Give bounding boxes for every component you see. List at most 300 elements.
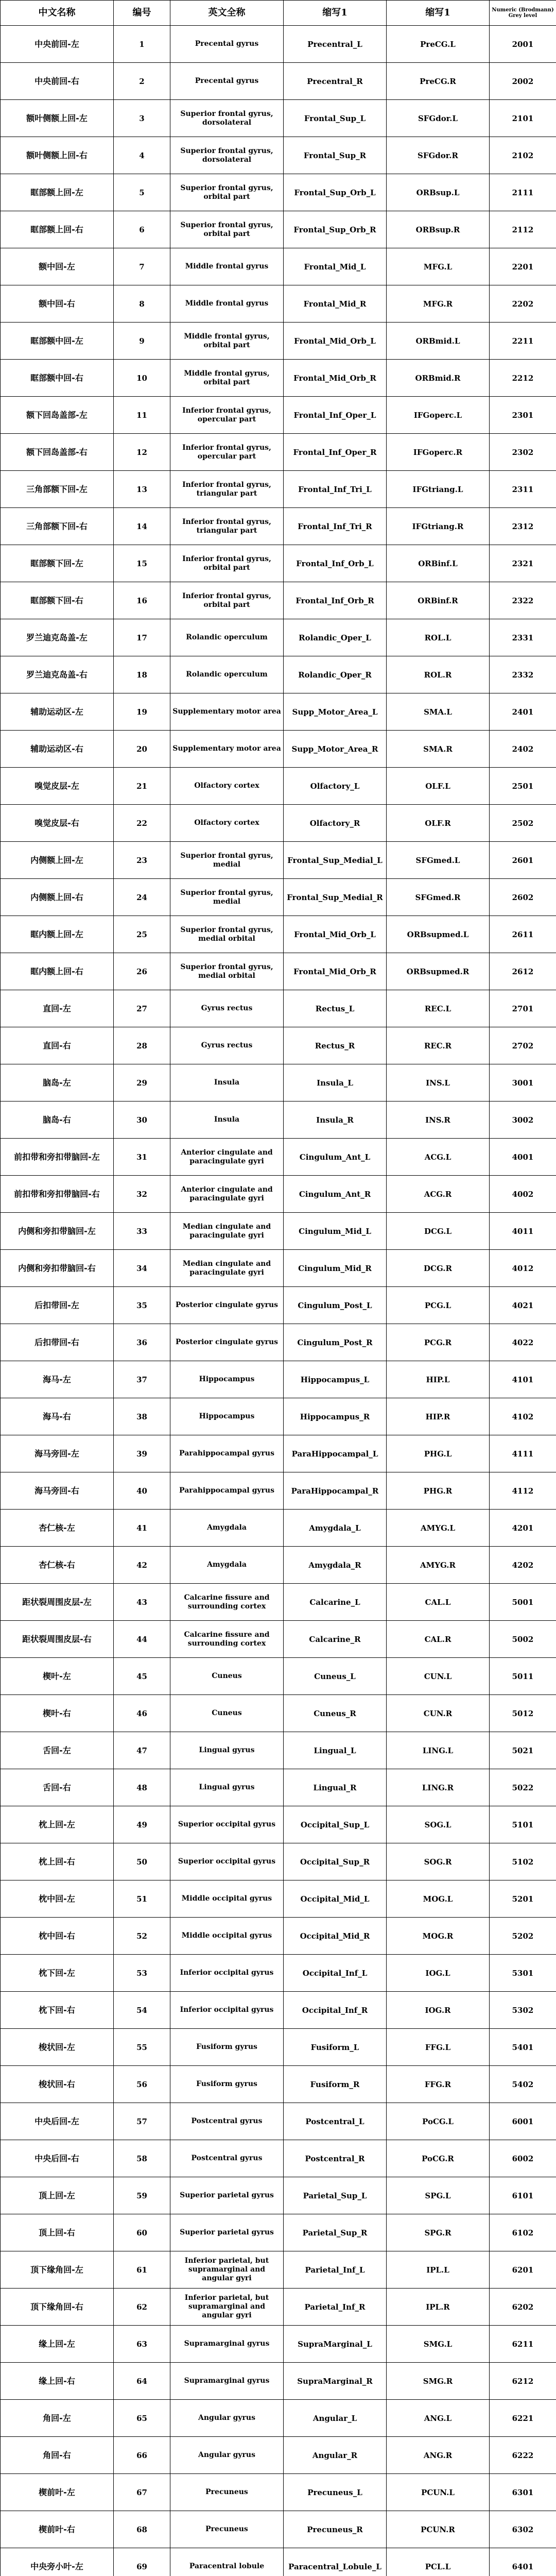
table-row bbox=[1, 2548, 556, 2576]
cell-chinese-name: 内侧和旁扣带脑回-左 bbox=[1, 1213, 114, 1250]
cell-abbreviation-1: Frontal_Inf_Orb_R bbox=[284, 582, 387, 619]
cell-grey-level: 4201 bbox=[490, 1510, 556, 1547]
cell-abbreviation-2: ANG.L bbox=[387, 2400, 490, 2437]
cell-number: 19 bbox=[114, 693, 170, 731]
cell-abbreviation-1: Frontal_Sup_R bbox=[284, 137, 387, 174]
cell-abbreviation-1: Lingual_L bbox=[284, 1732, 387, 1769]
cell-abbreviation-1: Cingulum_Ant_R bbox=[284, 1176, 387, 1213]
cell-number: 18 bbox=[114, 656, 170, 693]
cell-abbreviation-2: SMA.R bbox=[387, 731, 490, 768]
cell-english-name: Superior frontal gyrus, medial bbox=[170, 879, 284, 916]
cell-number: 40 bbox=[114, 1472, 170, 1510]
cell-chinese-name: 舌回-右 bbox=[1, 1769, 114, 1806]
cell-chinese-name: 中央后回-左 bbox=[1, 2103, 114, 2140]
table-row bbox=[1, 2474, 556, 2511]
cell-abbreviation-2: AMYG.L bbox=[387, 1510, 490, 1547]
table-row bbox=[1, 471, 556, 508]
cell-chinese-name: 罗兰迪克岛盖-左 bbox=[1, 619, 114, 656]
cell-grey-level: 2402 bbox=[490, 731, 556, 768]
cell-abbreviation-2: HIP.L bbox=[387, 1361, 490, 1398]
cell-english-name: Amygdala bbox=[170, 1510, 284, 1547]
cell-english-name: Hippocampus bbox=[170, 1398, 284, 1435]
cell-grey-level: 2202 bbox=[490, 285, 556, 323]
cell-number: 67 bbox=[114, 2474, 170, 2511]
table-row bbox=[1, 63, 556, 100]
table-row bbox=[1, 619, 556, 656]
cell-abbreviation-2: SMG.R bbox=[387, 2363, 490, 2400]
table-row bbox=[1, 1658, 556, 1695]
table-row bbox=[1, 1250, 556, 1287]
cell-abbreviation-2: ORBmid.R bbox=[387, 360, 490, 397]
cell-english-name: Superior frontal gyrus, medial orbital bbox=[170, 953, 284, 990]
cell-chinese-name: 眶部额上回-右 bbox=[1, 211, 114, 248]
cell-abbreviation-1: Frontal_Inf_Tri_L bbox=[284, 471, 387, 508]
header-abbreviation-2: 缩写1 bbox=[387, 1, 490, 26]
cell-english-name: Superior parietal gyrus bbox=[170, 2177, 284, 2214]
cell-abbreviation-1: Parietal_Inf_R bbox=[284, 2289, 387, 2326]
cell-grey-level: 5011 bbox=[490, 1658, 556, 1695]
cell-english-name: Median cingulate and paracingulate gyri bbox=[170, 1213, 284, 1250]
cell-chinese-name: 杏仁核-左 bbox=[1, 1510, 114, 1547]
cell-abbreviation-2: LING.R bbox=[387, 1769, 490, 1806]
cell-chinese-name: 枕上回-右 bbox=[1, 1843, 114, 1880]
table-row bbox=[1, 805, 556, 842]
cell-number: 60 bbox=[114, 2214, 170, 2251]
cell-english-name: Precuneus bbox=[170, 2474, 284, 2511]
cell-english-name: Anterior cingulate and paracingulate gyri bbox=[170, 1139, 284, 1176]
cell-chinese-name: 眶内额上回-左 bbox=[1, 916, 114, 953]
cell-english-name: Inferior parietal, but supramarginal and angular gyri bbox=[170, 2289, 284, 2326]
cell-abbreviation-1: Frontal_Mid_L bbox=[284, 248, 387, 285]
table-row bbox=[1, 26, 556, 63]
cell-english-name: Fusiform gyrus bbox=[170, 2066, 284, 2103]
cell-abbreviation-2: MOG.L bbox=[387, 1880, 490, 1918]
cell-abbreviation-1: Olfactory_L bbox=[284, 768, 387, 805]
cell-number: 26 bbox=[114, 953, 170, 990]
cell-english-name: Inferior occipital gyrus bbox=[170, 1955, 284, 1992]
cell-number: 20 bbox=[114, 731, 170, 768]
cell-grey-level: 2301 bbox=[490, 397, 556, 434]
table-row bbox=[1, 545, 556, 582]
cell-abbreviation-2: SOG.R bbox=[387, 1843, 490, 1880]
cell-english-name: Inferior frontal gyrus, orbital part bbox=[170, 545, 284, 582]
cell-english-name: Inferior frontal gyrus, opercular part bbox=[170, 397, 284, 434]
cell-abbreviation-1: Occipital_Sup_L bbox=[284, 1806, 387, 1843]
cell-number: 1 bbox=[114, 26, 170, 63]
cell-english-name: Median cingulate and paracingulate gyri bbox=[170, 1250, 284, 1287]
cell-grey-level: 2612 bbox=[490, 953, 556, 990]
cell-grey-level: 4202 bbox=[490, 1547, 556, 1584]
cell-number: 25 bbox=[114, 916, 170, 953]
cell-english-name: Rolandic operculum bbox=[170, 619, 284, 656]
cell-abbreviation-1: Frontal_Mid_Orb_L bbox=[284, 916, 387, 953]
cell-chinese-name: 罗兰迪克岛盖-右 bbox=[1, 656, 114, 693]
table-row bbox=[1, 137, 556, 174]
cell-abbreviation-2: ORBsup.R bbox=[387, 211, 490, 248]
cell-english-name: Middle frontal gyrus, orbital part bbox=[170, 360, 284, 397]
cell-number: 35 bbox=[114, 1287, 170, 1324]
table-row bbox=[1, 1213, 556, 1250]
cell-english-name: Angular gyrus bbox=[170, 2400, 284, 2437]
cell-abbreviation-2: OLF.R bbox=[387, 805, 490, 842]
cell-chinese-name: 距状裂周围皮层-右 bbox=[1, 1621, 114, 1658]
cell-chinese-name: 距状裂周围皮层-左 bbox=[1, 1584, 114, 1621]
cell-english-name: Middle frontal gyrus bbox=[170, 248, 284, 285]
table-row bbox=[1, 1769, 556, 1806]
cell-abbreviation-2: DCG.R bbox=[387, 1250, 490, 1287]
cell-english-name: Inferior frontal gyrus, opercular part bbox=[170, 434, 284, 471]
cell-number: 42 bbox=[114, 1547, 170, 1584]
cell-chinese-name: 眶部额中回-左 bbox=[1, 323, 114, 360]
cell-abbreviation-2: IFGtriang.R bbox=[387, 508, 490, 545]
cell-grey-level: 2001 bbox=[490, 26, 556, 63]
cell-abbreviation-2: CUN.R bbox=[387, 1695, 490, 1732]
cell-abbreviation-1: Parietal_Inf_L bbox=[284, 2251, 387, 2289]
cell-grey-level: 4102 bbox=[490, 1398, 556, 1435]
cell-abbreviation-2: DCG.L bbox=[387, 1213, 490, 1250]
cell-grey-level: 2311 bbox=[490, 471, 556, 508]
cell-abbreviation-1: Frontal_Mid_Orb_R bbox=[284, 360, 387, 397]
cell-chinese-name: 额中回-左 bbox=[1, 248, 114, 285]
cell-english-name: Supramarginal gyrus bbox=[170, 2326, 284, 2363]
cell-grey-level: 5012 bbox=[490, 1695, 556, 1732]
cell-english-name: Gyrus rectus bbox=[170, 990, 284, 1027]
cell-english-name: Paracentral lobule bbox=[170, 2548, 284, 2576]
cell-grey-level: 2112 bbox=[490, 211, 556, 248]
cell-number: 8 bbox=[114, 285, 170, 323]
header-abbreviation-1: 缩写1 bbox=[284, 1, 387, 26]
table-row bbox=[1, 582, 556, 619]
cell-english-name: Precental gyrus bbox=[170, 63, 284, 100]
cell-number: 6 bbox=[114, 211, 170, 248]
cell-chinese-name: 额叶侧额上回-右 bbox=[1, 137, 114, 174]
cell-chinese-name: 海马旁回-左 bbox=[1, 1435, 114, 1472]
cell-abbreviation-1: Rolandic_Oper_L bbox=[284, 619, 387, 656]
cell-abbreviation-1: Frontal_Mid_R bbox=[284, 285, 387, 323]
table-row bbox=[1, 285, 556, 323]
cell-number: 12 bbox=[114, 434, 170, 471]
cell-grey-level: 6301 bbox=[490, 2474, 556, 2511]
cell-grey-level: 5022 bbox=[490, 1769, 556, 1806]
cell-chinese-name: 枕上回-左 bbox=[1, 1806, 114, 1843]
cell-number: 58 bbox=[114, 2140, 170, 2177]
cell-number: 29 bbox=[114, 1064, 170, 1101]
cell-chinese-name: 脑岛-左 bbox=[1, 1064, 114, 1101]
cell-abbreviation-2: CUN.L bbox=[387, 1658, 490, 1695]
cell-grey-level: 2331 bbox=[490, 619, 556, 656]
header-grey-level: Numeric (Brodmann) Grey level bbox=[490, 1, 556, 26]
cell-number: 48 bbox=[114, 1769, 170, 1806]
table-row bbox=[1, 2511, 556, 2548]
cell-abbreviation-1: Cuneus_L bbox=[284, 1658, 387, 1695]
cell-english-name: Inferior frontal gyrus, triangular part bbox=[170, 508, 284, 545]
cell-abbreviation-1: Frontal_Sup_Orb_L bbox=[284, 174, 387, 211]
cell-abbreviation-1: Frontal_Inf_Oper_L bbox=[284, 397, 387, 434]
cell-abbreviation-2: INS.L bbox=[387, 1064, 490, 1101]
table-row bbox=[1, 397, 556, 434]
cell-abbreviation-2: SFGmed.R bbox=[387, 879, 490, 916]
cell-english-name: Inferior parietal, but supramarginal and angular gyri bbox=[170, 2251, 284, 2289]
cell-abbreviation-2: SFGmed.L bbox=[387, 842, 490, 879]
cell-number: 69 bbox=[114, 2548, 170, 2576]
cell-number: 5 bbox=[114, 174, 170, 211]
table-row bbox=[1, 1843, 556, 1880]
table-row bbox=[1, 2140, 556, 2177]
cell-abbreviation-1: Occipital_Sup_R bbox=[284, 1843, 387, 1880]
table-row bbox=[1, 2214, 556, 2251]
table-row bbox=[1, 248, 556, 285]
table-row bbox=[1, 768, 556, 805]
cell-abbreviation-2: ACG.L bbox=[387, 1139, 490, 1176]
cell-abbreviation-1: Fusiform_L bbox=[284, 2029, 387, 2066]
cell-number: 39 bbox=[114, 1435, 170, 1472]
cell-abbreviation-1: Cingulum_Mid_L bbox=[284, 1213, 387, 1250]
table-row bbox=[1, 879, 556, 916]
cell-number: 47 bbox=[114, 1732, 170, 1769]
cell-grey-level: 2312 bbox=[490, 508, 556, 545]
cell-english-name: Middle frontal gyrus bbox=[170, 285, 284, 323]
cell-grey-level: 4111 bbox=[490, 1435, 556, 1472]
cell-grey-level: 6002 bbox=[490, 2140, 556, 2177]
cell-english-name: Precental gyrus bbox=[170, 26, 284, 63]
cell-grey-level: 6212 bbox=[490, 2363, 556, 2400]
cell-abbreviation-1: Paracentral_Lobule_L bbox=[284, 2548, 387, 2576]
cell-chinese-name: 角回-右 bbox=[1, 2437, 114, 2474]
cell-english-name: Superior occipital gyrus bbox=[170, 1843, 284, 1880]
cell-grey-level: 6202 bbox=[490, 2289, 556, 2326]
cell-abbreviation-1: Frontal_Mid_Orb_R bbox=[284, 953, 387, 990]
cell-english-name: Supramarginal gyrus bbox=[170, 2363, 284, 2400]
table-row bbox=[1, 1176, 556, 1213]
cell-grey-level: 2601 bbox=[490, 842, 556, 879]
cell-grey-level: 2211 bbox=[490, 323, 556, 360]
cell-chinese-name: 顶下缘角回-左 bbox=[1, 2251, 114, 2289]
header-english-name: 英文全称 bbox=[170, 1, 284, 26]
cell-english-name: Superior frontal gyrus, dorsolateral bbox=[170, 100, 284, 137]
cell-grey-level: 6201 bbox=[490, 2251, 556, 2289]
cell-grey-level: 3001 bbox=[490, 1064, 556, 1101]
table-row bbox=[1, 1101, 556, 1139]
cell-abbreviation-1: ParaHippocampal_R bbox=[284, 1472, 387, 1510]
cell-grey-level: 2701 bbox=[490, 990, 556, 1027]
cell-abbreviation-2: PoCG.R bbox=[387, 2140, 490, 2177]
cell-chinese-name: 直回-右 bbox=[1, 1027, 114, 1064]
cell-english-name: Superior parietal gyrus bbox=[170, 2214, 284, 2251]
cell-chinese-name: 舌回-左 bbox=[1, 1732, 114, 1769]
cell-number: 2 bbox=[114, 63, 170, 100]
cell-chinese-name: 杏仁核-右 bbox=[1, 1547, 114, 1584]
cell-number: 16 bbox=[114, 582, 170, 619]
cell-abbreviation-1: Cingulum_Ant_L bbox=[284, 1139, 387, 1176]
cell-number: 51 bbox=[114, 1880, 170, 1918]
cell-english-name: Parahippocampal gyrus bbox=[170, 1435, 284, 1472]
cell-abbreviation-1: Occipital_Inf_R bbox=[284, 1992, 387, 2029]
cell-grey-level: 5302 bbox=[490, 1992, 556, 2029]
cell-abbreviation-1: Occipital_Mid_L bbox=[284, 1880, 387, 1918]
cell-english-name: Hippocampus bbox=[170, 1361, 284, 1398]
table-row bbox=[1, 990, 556, 1027]
cell-number: 38 bbox=[114, 1398, 170, 1435]
cell-english-name: Olfactory cortex bbox=[170, 768, 284, 805]
cell-english-name: Amygdala bbox=[170, 1547, 284, 1584]
cell-chinese-name: 后扣带回-左 bbox=[1, 1287, 114, 1324]
cell-chinese-name: 眶部额中回-右 bbox=[1, 360, 114, 397]
cell-abbreviation-2: ROL.L bbox=[387, 619, 490, 656]
cell-english-name: Middle occipital gyrus bbox=[170, 1918, 284, 1955]
cell-grey-level: 5402 bbox=[490, 2066, 556, 2103]
table-row bbox=[1, 2251, 556, 2289]
cell-grey-level: 6211 bbox=[490, 2326, 556, 2363]
cell-chinese-name: 前扣带和旁扣带脑回-右 bbox=[1, 1176, 114, 1213]
cell-chinese-name: 辅助运动区-左 bbox=[1, 693, 114, 731]
cell-abbreviation-2: IOG.R bbox=[387, 1992, 490, 2029]
cell-number: 68 bbox=[114, 2511, 170, 2548]
cell-number: 22 bbox=[114, 805, 170, 842]
cell-abbreviation-1: Calcarine_R bbox=[284, 1621, 387, 1658]
table-row bbox=[1, 2103, 556, 2140]
cell-chinese-name: 嗅觉皮层-右 bbox=[1, 805, 114, 842]
table-row bbox=[1, 1992, 556, 2029]
cell-chinese-name: 楔前叶-左 bbox=[1, 2474, 114, 2511]
cell-abbreviation-1: Precentral_L bbox=[284, 26, 387, 63]
cell-abbreviation-1: Frontal_Sup_Medial_R bbox=[284, 879, 387, 916]
cell-number: 36 bbox=[114, 1324, 170, 1361]
cell-grey-level: 4012 bbox=[490, 1250, 556, 1287]
cell-english-name: Anterior cingulate and paracingulate gyri bbox=[170, 1176, 284, 1213]
cell-grey-level: 5021 bbox=[490, 1732, 556, 1769]
cell-abbreviation-1: SupraMarginal_R bbox=[284, 2363, 387, 2400]
cell-number: 9 bbox=[114, 323, 170, 360]
cell-number: 49 bbox=[114, 1806, 170, 1843]
table-row bbox=[1, 1361, 556, 1398]
cell-abbreviation-1: Rolandic_Oper_R bbox=[284, 656, 387, 693]
cell-abbreviation-2: SFGdor.R bbox=[387, 137, 490, 174]
cell-chinese-name: 海马-右 bbox=[1, 1398, 114, 1435]
cell-chinese-name: 枕下回-左 bbox=[1, 1955, 114, 1992]
cell-chinese-name: 海马旁回-右 bbox=[1, 1472, 114, 1510]
cell-number: 61 bbox=[114, 2251, 170, 2289]
cell-abbreviation-1: Olfactory_R bbox=[284, 805, 387, 842]
cell-grey-level: 2401 bbox=[490, 693, 556, 731]
cell-chinese-name: 内侧和旁扣带脑回-右 bbox=[1, 1250, 114, 1287]
cell-abbreviation-2: ORBsup.L bbox=[387, 174, 490, 211]
cell-number: 56 bbox=[114, 2066, 170, 2103]
cell-grey-level: 6001 bbox=[490, 2103, 556, 2140]
cell-number: 63 bbox=[114, 2326, 170, 2363]
cell-abbreviation-2: AMYG.R bbox=[387, 1547, 490, 1584]
cell-number: 17 bbox=[114, 619, 170, 656]
cell-abbreviation-2: PreCG.R bbox=[387, 63, 490, 100]
cell-abbreviation-1: Frontal_Sup_Orb_R bbox=[284, 211, 387, 248]
cell-english-name: Insula bbox=[170, 1101, 284, 1139]
table-row bbox=[1, 1064, 556, 1101]
cell-abbreviation-1: Hippocampus_R bbox=[284, 1398, 387, 1435]
cell-chinese-name: 额中回-右 bbox=[1, 285, 114, 323]
cell-grey-level: 4101 bbox=[490, 1361, 556, 1398]
cell-abbreviation-1: Cingulum_Post_L bbox=[284, 1287, 387, 1324]
table-row bbox=[1, 916, 556, 953]
cell-abbreviation-1: Rectus_R bbox=[284, 1027, 387, 1064]
cell-abbreviation-2: HIP.R bbox=[387, 1398, 490, 1435]
cell-grey-level: 5101 bbox=[490, 1806, 556, 1843]
cell-chinese-name: 缘上回-左 bbox=[1, 2326, 114, 2363]
cell-chinese-name: 梭状回-右 bbox=[1, 2066, 114, 2103]
table-row bbox=[1, 174, 556, 211]
cell-number: 31 bbox=[114, 1139, 170, 1176]
cell-chinese-name: 后扣带回-右 bbox=[1, 1324, 114, 1361]
cell-abbreviation-2: PCG.L bbox=[387, 1287, 490, 1324]
cell-number: 43 bbox=[114, 1584, 170, 1621]
cell-abbreviation-2: PHG.L bbox=[387, 1435, 490, 1472]
cell-chinese-name: 额下回岛盖部-右 bbox=[1, 434, 114, 471]
cell-abbreviation-2: REC.L bbox=[387, 990, 490, 1027]
cell-grey-level: 2332 bbox=[490, 656, 556, 693]
cell-english-name: Postcentral gyrus bbox=[170, 2103, 284, 2140]
cell-english-name: Calcarine fissure and surrounding cortex bbox=[170, 1621, 284, 1658]
cell-abbreviation-1: Supp_Motor_Area_L bbox=[284, 693, 387, 731]
cell-grey-level: 6101 bbox=[490, 2177, 556, 2214]
table-row bbox=[1, 1027, 556, 1064]
cell-english-name: Precuneus bbox=[170, 2511, 284, 2548]
table-row bbox=[1, 1955, 556, 1992]
table-row bbox=[1, 323, 556, 360]
cell-abbreviation-2: PreCG.L bbox=[387, 26, 490, 63]
cell-abbreviation-2: SMA.L bbox=[387, 693, 490, 731]
table-row bbox=[1, 1695, 556, 1732]
cell-grey-level: 2502 bbox=[490, 805, 556, 842]
cell-english-name: Fusiform gyrus bbox=[170, 2029, 284, 2066]
cell-number: 27 bbox=[114, 990, 170, 1027]
cell-grey-level: 4022 bbox=[490, 1324, 556, 1361]
cell-chinese-name: 额叶侧额上回-左 bbox=[1, 100, 114, 137]
cell-grey-level: 2201 bbox=[490, 248, 556, 285]
header-chinese-name: 中文名称 bbox=[1, 1, 114, 26]
cell-english-name: Olfactory cortex bbox=[170, 805, 284, 842]
cell-number: 59 bbox=[114, 2177, 170, 2214]
cell-chinese-name: 眶内额上回-右 bbox=[1, 953, 114, 990]
cell-number: 65 bbox=[114, 2400, 170, 2437]
table-row bbox=[1, 2400, 556, 2437]
cell-abbreviation-2: ACG.R bbox=[387, 1176, 490, 1213]
table-row bbox=[1, 731, 556, 768]
cell-english-name: Posterior cingulate gyrus bbox=[170, 1287, 284, 1324]
cell-abbreviation-1: Precuneus_R bbox=[284, 2511, 387, 2548]
cell-chinese-name: 直回-左 bbox=[1, 990, 114, 1027]
cell-english-name: Cuneus bbox=[170, 1695, 284, 1732]
cell-grey-level: 2501 bbox=[490, 768, 556, 805]
cell-abbreviation-2: ANG.R bbox=[387, 2437, 490, 2474]
cell-chinese-name: 内侧额上回-左 bbox=[1, 842, 114, 879]
cell-grey-level: 4002 bbox=[490, 1176, 556, 1213]
cell-english-name: Superior occipital gyrus bbox=[170, 1806, 284, 1843]
cell-english-name: Inferior frontal gyrus, triangular part bbox=[170, 471, 284, 508]
cell-abbreviation-2: IFGoperc.R bbox=[387, 434, 490, 471]
table-row bbox=[1, 2363, 556, 2400]
cell-abbreviation-2: ROL.R bbox=[387, 656, 490, 693]
cell-abbreviation-1: Occipital_Inf_L bbox=[284, 1955, 387, 1992]
cell-chinese-name: 缘上回-右 bbox=[1, 2363, 114, 2400]
table-row bbox=[1, 2289, 556, 2326]
cell-number: 33 bbox=[114, 1213, 170, 1250]
cell-number: 4 bbox=[114, 137, 170, 174]
table-row bbox=[1, 656, 556, 693]
cell-abbreviation-2: ORBsupmed.L bbox=[387, 916, 490, 953]
cell-english-name: Supplementary motor area bbox=[170, 693, 284, 731]
table-row bbox=[1, 360, 556, 397]
cell-chinese-name: 眶部额下回-右 bbox=[1, 582, 114, 619]
cell-abbreviation-2: MOG.R bbox=[387, 1918, 490, 1955]
cell-grey-level: 2602 bbox=[490, 879, 556, 916]
